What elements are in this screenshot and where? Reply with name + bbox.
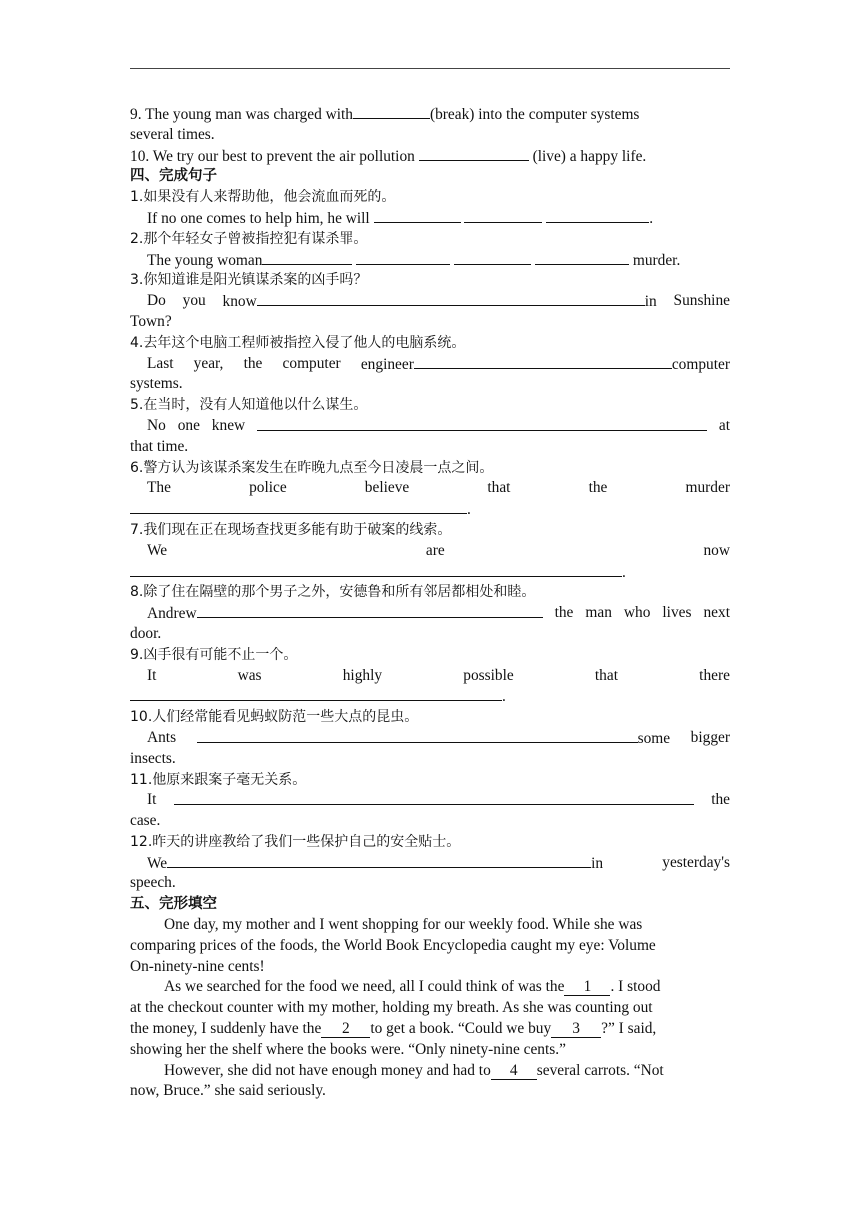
passage-line	[130, 977, 730, 998]
text: to get a book. “Could we buy	[370, 1020, 552, 1038]
sentence-6-chinese: 6.警方认为该谋杀案发生在昨晚九点至今日凌晨一点之间。	[130, 459, 494, 476]
word: It	[147, 666, 157, 684]
sentence-7-chinese: 7.我们现在正在现场查找更多能有助于破案的线索。	[130, 521, 452, 538]
word: you	[182, 292, 206, 310]
word: possible	[463, 666, 514, 684]
text: murder.	[632, 251, 681, 269]
answer-blank[interactable]	[374, 208, 461, 223]
word: lives	[662, 604, 692, 622]
text: .	[467, 501, 471, 519]
passage-line: showing her the shelf where the books were. “Only ninety-nine cents.”	[130, 1040, 566, 1058]
text: several carrots. “Not	[536, 1061, 664, 1079]
answer-blank[interactable]	[454, 250, 531, 265]
sentence-4-chinese: 4.去年这个电脑工程师被指控入侵了他人的电脑系统。	[130, 334, 466, 351]
answer-blank[interactable]	[130, 562, 622, 577]
sentence-3-chinese: 3.你知道谁是阳光镇谋杀案的凶手吗？	[130, 272, 368, 289]
text: The young woman	[147, 251, 263, 269]
word: yesterday's	[662, 853, 730, 871]
word: man	[585, 604, 612, 622]
sentence-9-cont	[130, 686, 730, 707]
sentence-4-cont: systems.	[130, 375, 183, 393]
word: now	[703, 541, 730, 559]
sentence-5-english	[130, 416, 730, 437]
sentence-2-chinese: 2.那个年轻女子曾被指控犯有谋杀罪。	[130, 230, 368, 247]
answer-blank[interactable]	[197, 728, 638, 743]
word: who	[623, 604, 651, 622]
cloze-blank-1[interactable]: 1	[564, 979, 610, 996]
passage-line: now, Bruce.” she said seriously.	[130, 1082, 326, 1100]
sentence-11-chinese: 11.他原来跟案子毫无关系。	[130, 771, 307, 788]
word: Do	[147, 292, 166, 310]
fill-item-10	[130, 146, 730, 167]
word: some	[637, 729, 671, 747]
word: bigger	[690, 728, 730, 746]
word: No	[147, 416, 166, 434]
text: As we searched for the food we need, all I could think of was the	[164, 978, 565, 996]
word: in	[644, 293, 657, 311]
sentence-10-chinese: 10.人们经常能看见蚂蚁防范一些大点的昆虫。	[130, 709, 419, 726]
text: ?” I said,	[601, 1020, 657, 1038]
word: in	[591, 854, 604, 872]
text: If no one comes to help him, he will	[147, 209, 370, 227]
cloze-blank-4[interactable]: 4	[491, 1063, 537, 1080]
answer-blank[interactable]	[257, 291, 645, 306]
word: next	[703, 604, 730, 622]
word: We	[147, 541, 168, 559]
word: Ants	[147, 728, 177, 746]
sentence-1-english	[130, 208, 730, 229]
passage-line: at the checkout counter with my mother, holding my breath. As she was counting out	[130, 999, 653, 1017]
word: the	[243, 354, 263, 372]
sentence-8-cont: door.	[130, 624, 162, 642]
sentence-6-english	[130, 478, 730, 499]
passage-line: On-ninety-nine cents!	[130, 957, 265, 975]
word: Sunshine	[673, 292, 730, 310]
sentence-7-english	[130, 541, 730, 562]
word: believe	[364, 479, 410, 497]
sentence-10-cont: insects.	[130, 749, 176, 767]
passage-line	[130, 1019, 730, 1040]
sentence-3-cont: Town?	[130, 312, 172, 330]
answer-blank[interactable]	[262, 250, 352, 265]
cloze-blank-2[interactable]: 2	[321, 1021, 370, 1038]
answer-blank[interactable]	[535, 250, 629, 265]
word: We	[147, 854, 168, 872]
word: highly	[342, 666, 383, 684]
sentence-3-english	[130, 291, 730, 312]
sentence-11-english	[130, 790, 730, 811]
passage-line	[130, 1061, 730, 1082]
text: . I stood	[610, 978, 661, 996]
word: knew	[211, 416, 246, 434]
answer-blank[interactable]	[197, 603, 543, 618]
text: .	[622, 563, 626, 581]
text: the money, I suddenly have the	[130, 1020, 322, 1038]
fill-item-9-cont: several times.	[130, 125, 215, 143]
word: was	[237, 666, 262, 684]
answer-blank[interactable]	[130, 686, 502, 701]
word: one	[177, 416, 200, 434]
sentence-5-chinese: 5.在当时，没有人知道他以什么谋生。	[130, 397, 368, 414]
text: However, she did not have enough money and had to	[164, 1061, 491, 1079]
word: that	[487, 479, 511, 497]
sentence-8-chinese: 8.除了住在隔壁的那个男子之外，安德鲁和所有邻居都相处和睦。	[130, 584, 536, 601]
sentence-11-cont: case.	[130, 812, 161, 830]
text: 9. The young man was charged with	[130, 106, 353, 123]
answer-blank[interactable]	[419, 146, 529, 161]
word: there	[699, 666, 730, 684]
sentence-6-cont	[130, 499, 730, 520]
sentence-4-english	[130, 354, 730, 375]
word: computer	[282, 354, 341, 372]
answer-blank[interactable]	[174, 790, 694, 805]
text: (break) into the computer systems	[429, 106, 640, 123]
answer-blank[interactable]	[464, 208, 542, 223]
sentence-1-chinese: 1.如果没有人来帮助他，他会流血而死的。	[130, 189, 396, 206]
sentence-5-cont: that time.	[130, 437, 189, 455]
cloze-blank-3[interactable]: 3	[551, 1021, 601, 1038]
text: .	[649, 209, 654, 227]
word: The	[147, 479, 171, 497]
word: at	[718, 416, 730, 434]
text: 10. We try our best to prevent the air pollution	[130, 147, 415, 165]
answer-blank[interactable]	[130, 499, 467, 514]
sentence-12-cont: speech.	[130, 874, 176, 892]
sentence-8-english	[130, 603, 730, 624]
answer-blank[interactable]	[414, 354, 672, 369]
answer-blank[interactable]	[167, 853, 591, 868]
word: computer	[671, 355, 730, 373]
sentence-12-english	[130, 853, 730, 874]
answer-blank[interactable]	[353, 104, 430, 119]
sentence-7-cont	[130, 562, 730, 583]
section-4-title: 四、完成句子	[130, 168, 217, 185]
word: engineer	[360, 355, 414, 373]
sentence-12-chinese: 12.昨天的讲座教给了我们一些保护自己的安全贴士。	[130, 833, 461, 850]
word: It	[147, 791, 157, 809]
word: know	[222, 293, 257, 311]
fill-item-9	[130, 104, 730, 125]
sentence-9-english	[130, 666, 730, 687]
word: year,	[193, 354, 224, 372]
word: that	[594, 666, 618, 684]
passage-line: One day, my mother and I went shopping for our weekly food. While she was	[164, 916, 643, 934]
word: Last	[147, 354, 174, 372]
word: the	[711, 791, 730, 809]
answer-blank[interactable]	[356, 250, 450, 265]
answer-blank[interactable]	[257, 416, 707, 431]
answer-blank[interactable]	[546, 208, 649, 223]
passage-line: comparing prices of the foods, the World Book Encyclopedia caught my eye: Volume	[130, 936, 656, 954]
text: (live) a happy life.	[532, 147, 647, 165]
sentence-10-english	[130, 728, 730, 749]
word: the	[588, 479, 608, 497]
word: the	[554, 604, 574, 622]
sentence-9-chinese: 9.凶手很有可能不止一个。	[130, 646, 298, 663]
section-5-title: 五、完形填空	[130, 896, 217, 913]
sentence-2-english	[130, 250, 730, 271]
word: police	[249, 479, 287, 497]
word: are	[425, 541, 445, 559]
worksheet-page	[130, 104, 730, 1102]
header-rule	[130, 68, 730, 69]
text: .	[502, 688, 506, 706]
word: Andrew	[147, 605, 197, 623]
word: murder	[685, 479, 730, 497]
